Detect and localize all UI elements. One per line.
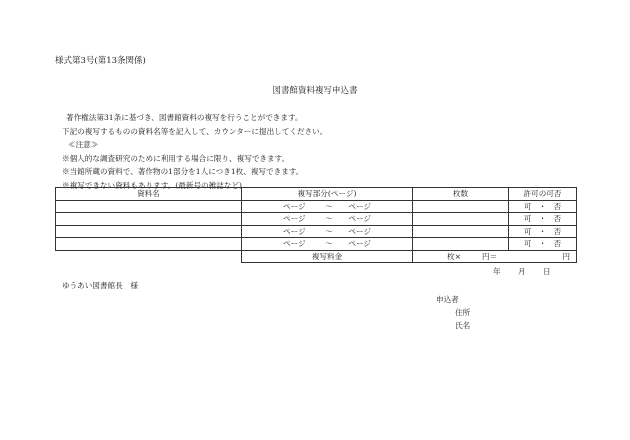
- tilde: ～: [325, 239, 333, 249]
- permit-yes: 可: [523, 201, 532, 211]
- page-to-label: ページ: [348, 201, 371, 211]
- name-label: 氏名: [455, 321, 471, 330]
- table-row: [56, 225, 577, 238]
- intro-line-1: 著作権法第31条に基づき、図書館資料の複写を行うことができます。: [66, 113, 303, 122]
- permit-yes: 可: [523, 214, 532, 224]
- permit-dot: ・: [538, 226, 547, 236]
- fee-label: 複写料金: [242, 250, 413, 263]
- table-row: [56, 200, 577, 213]
- permit-no: 否: [553, 214, 562, 224]
- pages-cell[interactable]: [242, 238, 413, 251]
- fee-unit-2: 円: [562, 251, 570, 261]
- permit-yes: 可: [523, 239, 532, 249]
- permit-dot: ・: [538, 214, 547, 224]
- sheets-cell[interactable]: [413, 200, 509, 213]
- material-cell[interactable]: [56, 225, 242, 238]
- fee-row: [56, 250, 577, 263]
- notes-heading: ≪注意≫: [68, 140, 99, 149]
- page-from-label: ページ: [283, 201, 306, 211]
- sheets-cell[interactable]: [413, 238, 509, 251]
- tilde: ～: [325, 214, 333, 224]
- addressee: ゆうあい図書館長 様: [62, 281, 138, 290]
- pages-cell[interactable]: [242, 200, 413, 213]
- fee-calc-cell[interactable]: [413, 250, 577, 263]
- fee-unit-1: 円＝: [482, 251, 498, 261]
- pages-cell[interactable]: [242, 225, 413, 238]
- fee-row-blank: [56, 250, 242, 263]
- permission-cell: [509, 238, 577, 251]
- sheets-cell[interactable]: [413, 213, 509, 226]
- page-from-label: ページ: [283, 239, 306, 249]
- form-number: 様式第3号(第13条関係): [55, 56, 146, 66]
- permit-dot: ・: [538, 239, 547, 249]
- date-day-label: 日: [543, 267, 551, 276]
- note-3: ※複写できない資料もあります。(最新号の雑誌など): [62, 180, 242, 190]
- permission-cell: [509, 213, 577, 226]
- table-row: [56, 213, 577, 226]
- tilde: ～: [325, 226, 333, 236]
- material-cell[interactable]: [56, 238, 242, 251]
- note-2: ※当館所蔵の資料で、著作物の1部分を1人につき1枚、複写できます。: [62, 167, 304, 176]
- date-month-label: 月: [518, 267, 526, 276]
- permit-no: 否: [553, 239, 562, 249]
- header-permission: 許可の可否: [509, 188, 577, 201]
- permit-no: 否: [553, 201, 562, 211]
- header-pages: 複写部分(ページ): [242, 188, 413, 201]
- address-label: 住所: [455, 308, 471, 317]
- page-from-label: ページ: [283, 226, 306, 236]
- pages-cell[interactable]: [242, 213, 413, 226]
- table-row: [56, 238, 577, 251]
- form-title: 図書館資料複写申込書: [272, 86, 358, 96]
- date-year-label: 年: [493, 267, 501, 276]
- header-sheets: 枚数: [413, 188, 509, 201]
- page-to-label: ページ: [348, 239, 371, 249]
- request-table: [55, 187, 577, 263]
- permit-dot: ・: [538, 201, 547, 211]
- tilde: ～: [325, 201, 333, 211]
- page-to-label: ページ: [348, 226, 371, 236]
- permit-yes: 可: [523, 226, 532, 236]
- notes-block: [62, 111, 327, 192]
- permission-cell: [509, 225, 577, 238]
- material-cell[interactable]: [56, 200, 242, 213]
- note-1: ※個人的な調査研究のために利用する場合に限り、複写できます。: [62, 153, 290, 163]
- material-cell[interactable]: [56, 213, 242, 226]
- intro-line-2: 下記の複写するものの資料名等を記入して、カウンターに提出してください。: [62, 126, 328, 136]
- header-material: 資料名: [56, 188, 242, 201]
- permit-no: 否: [553, 226, 562, 236]
- sheets-cell[interactable]: [413, 225, 509, 238]
- fee-sheets-label: 枚×: [447, 251, 461, 261]
- permission-cell: [509, 200, 577, 213]
- table-header-row: [56, 188, 577, 201]
- page-to-label: ページ: [348, 214, 371, 224]
- applicant-label: 申込者: [436, 295, 459, 304]
- page-from-label: ページ: [283, 214, 306, 224]
